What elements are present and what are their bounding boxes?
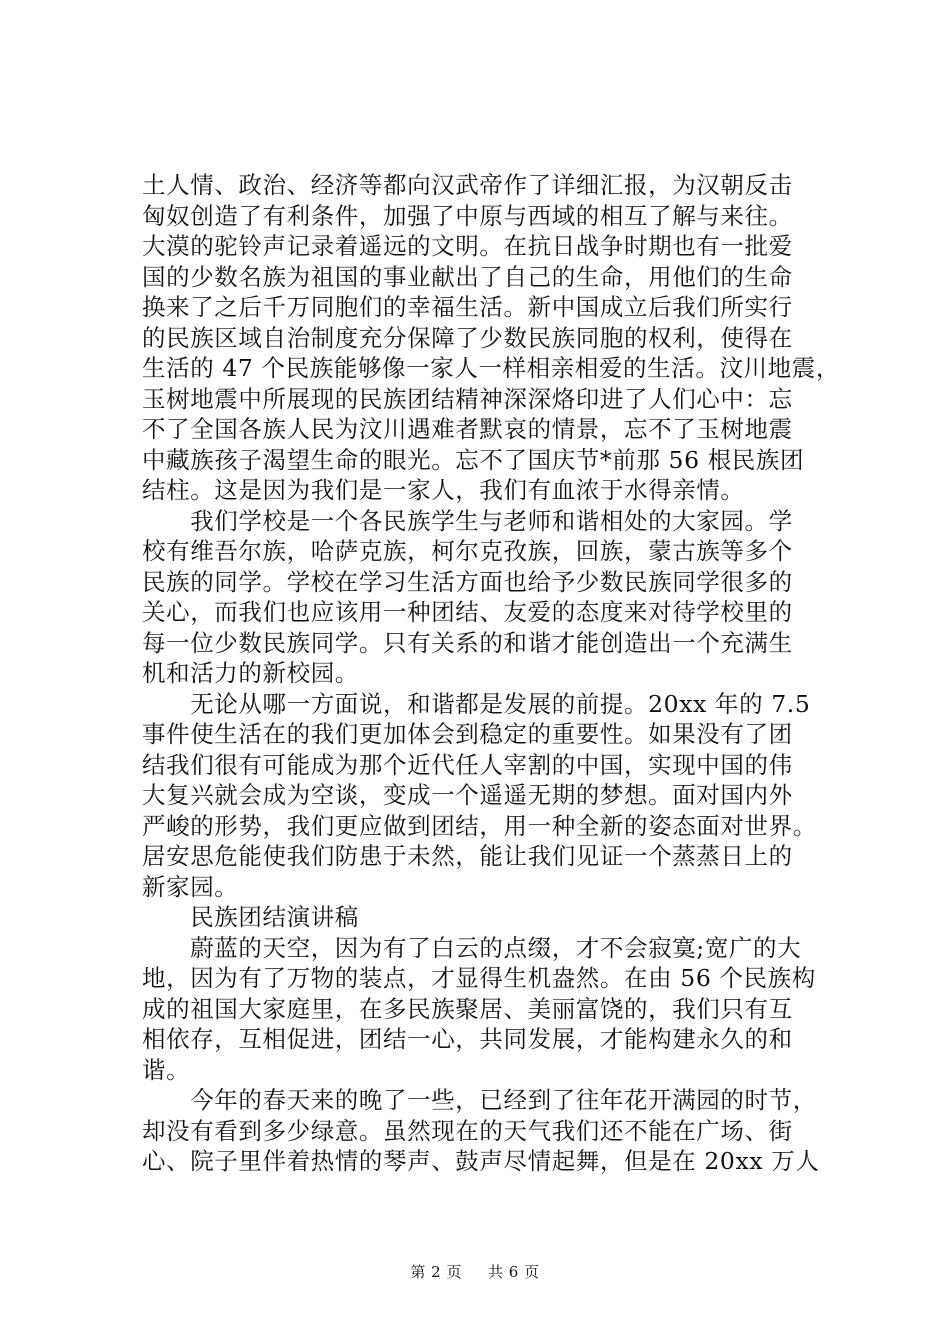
page-footer <box>0 1262 950 1282</box>
text-line: 民族的同学。学校在学习生活方面也给予少数民族同学很多的 <box>142 567 793 596</box>
text-line: 玉树地震中所展现的民族团结精神深深烙印进了人们心中：忘 <box>142 384 793 413</box>
footer-spacer <box>467 1262 483 1282</box>
text-line: 结我们很有可能成为那个近代任人宰割的中国，实现中国的伟 <box>142 750 793 779</box>
text-line: 土人情、政治、经济等都向汉武帝作了详细汇报，为汉朝反击 <box>142 171 793 199</box>
text-line: 不了全国各族人民为汶川遇难者默哀的情景，忘不了玉树地震 <box>142 415 793 443</box>
section-heading: 民族团结演讲稿 <box>142 903 359 931</box>
text-line: 居安思危能使我们防患于未然，能让我们见证一个蒸蒸日上的 <box>142 842 793 870</box>
text-line: 国的少数名族为祖国的事业献出了自己的生命，用他们的生命 <box>142 262 793 291</box>
text-line: 结柱。这是因为我们是一家人，我们有血浓于水得亲情。 <box>142 476 745 504</box>
text-line: 无论从哪一方面说，和谐都是发展的前提。20xx 年的 7.5 <box>142 689 811 718</box>
text-line: 心、院子里伴着热情的琴声、鼓声尽情起舞，但是在 20xx 万人 <box>142 1147 820 1175</box>
text-line: 蔚蓝的天空，因为有了白云的点缀，才不会寂寞;宽广的大 <box>142 933 802 962</box>
text-line: 每一位少数民族同学。只有关系的和谐才能创造出一个充满生 <box>142 628 793 657</box>
text-line: 的民族区域自治制度充分保障了少数民族同胞的权利，使得在 <box>142 323 793 352</box>
text-line: 关心，而我们也应该用一种团结、友爱的态度来对待学校里的 <box>142 598 793 626</box>
text-line: 新家园。 <box>142 872 239 901</box>
document-body <box>142 170 842 1177</box>
text-line: 机和活力的新校园。 <box>142 659 359 687</box>
text-line: 地，因为有了万物的装点，才显得生机盎然。在由 56 个民族构 <box>142 964 816 992</box>
text-line: 谐。 <box>142 1055 191 1084</box>
text-line: 却没有看到多少绿意。虽然现在的天气我们还不能在广场、街 <box>142 1116 793 1145</box>
text-line: 匈奴创造了有利条件，加强了中原与西域的相互了解与来往。 <box>142 201 793 230</box>
text-line: 相依存，互相促进，团结一心，共同发展，才能构建永久的和 <box>142 1025 793 1053</box>
text-line: 我们学校是一个各民族学生与老师和谐相处的大家园。学 <box>142 506 793 535</box>
text-line: 大漠的驼铃声记录着遥远的文明。在抗日战争时期也有一批爱 <box>142 232 793 260</box>
text-line: 中藏族孩子渴望生命的眼光。忘不了国庆节*前那 56 根民族团 <box>142 445 805 474</box>
text-line: 大复兴就会成为空谈，变成一个遥遥无期的梦想。面对国内外 <box>142 781 793 809</box>
text-line: 今年的春天来的晚了一些，已经到了往年花开满园的时节， <box>142 1086 817 1114</box>
text-line: 严峻的形势，我们更应做到团结，用一种全新的姿态面对世界。 <box>142 811 817 840</box>
text-line: 校有维吾尔族，哈萨克族，柯尔克孜族，回族，蒙古族等多个 <box>142 537 793 565</box>
text-line: 事件使生活在的我们更加体会到稳定的重要性。如果没有了团 <box>142 720 793 748</box>
text-line: 成的祖国大家庭里，在多民族聚居、美丽富饶的，我们只有互 <box>142 994 793 1023</box>
page-total: 共 6 页 <box>488 1263 540 1281</box>
text-line: 生活的 47 个民族能够像一家人一样相亲相爱的生活。汶川地震， <box>142 354 840 382</box>
page-number: 第 2 页 <box>410 1263 462 1281</box>
text-line: 换来了之后千万同胞们的幸福生活。新中国成立后我们所实行 <box>142 293 793 321</box>
